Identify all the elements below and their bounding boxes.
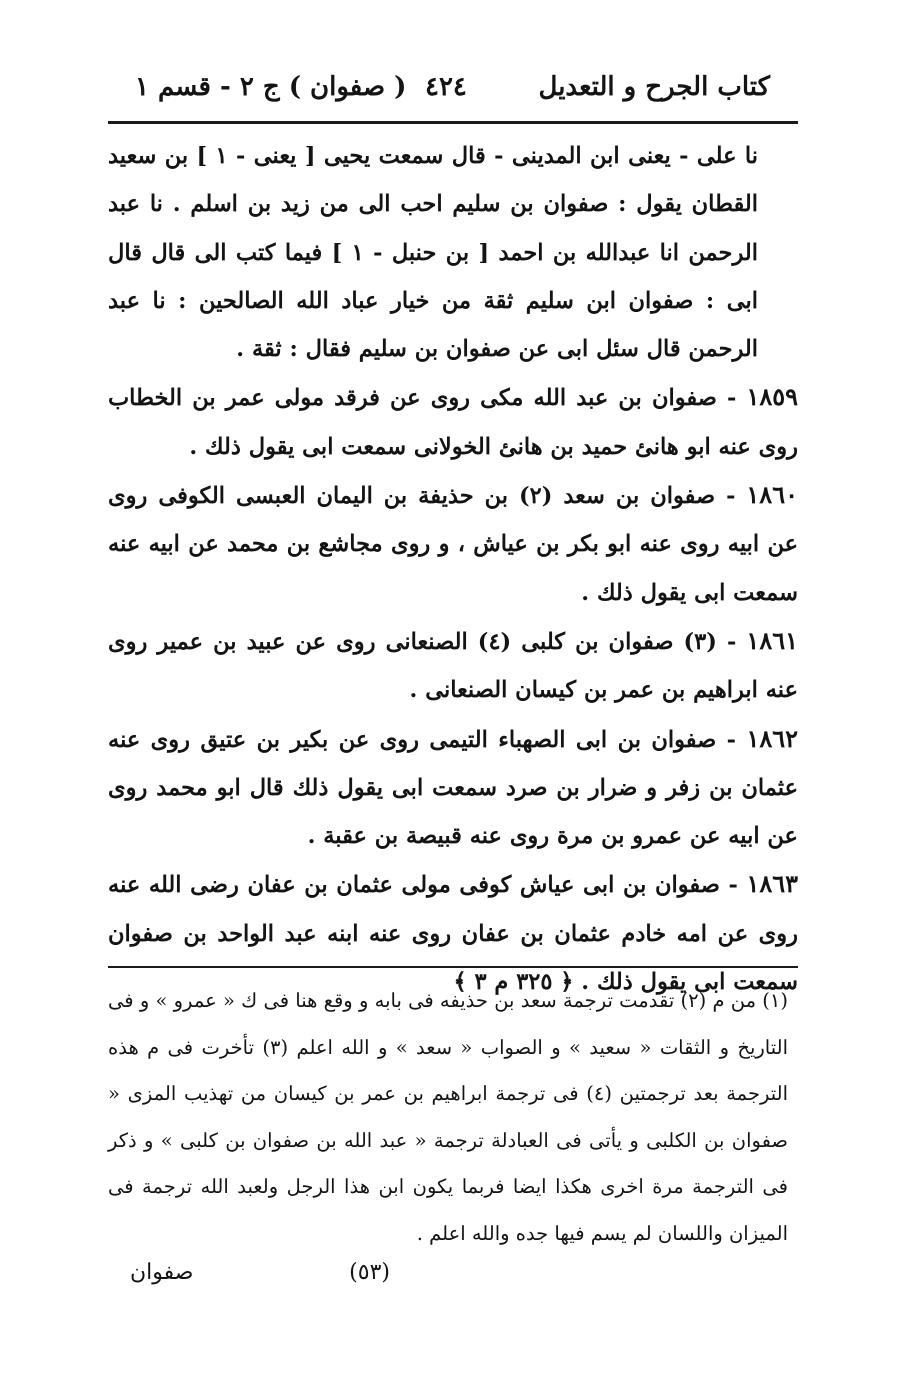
footnote-rule	[108, 966, 798, 968]
entry-1859	[108, 373, 798, 471]
entry-number: ١٨٦٠	[746, 480, 798, 510]
entry-text: - صفوان بن عبد الله مكى روى عن فرقد مولى عمر بن الخطاب روى عنه ابو هانئ حميد بن هانئ الخولانى سمعت ابى يقول ذلك .	[108, 385, 798, 460]
catchword: صفوان	[130, 1260, 194, 1285]
main-text	[108, 132, 798, 1006]
signature-mark: (٥٣)	[349, 1260, 390, 1285]
entry-text: - (٣) صفوان بن كلبى (٤) الصنعانى روى عن عبيد بن عمير روى عنه ابراهيم بن عمر بن كيسان الصنعانى .	[108, 628, 798, 704]
volume-section: ( صفوان ) ج ٢ - قسم ١	[135, 72, 407, 102]
entry-text: - صفوان بن ابى الصهباء التيمى روى عن بكير بن عتيق روى عنه عثمان بن زفر و ضرار بن صرد سمعت ابى يقول ذلك قال ابو محمد روى عن ابيه عن عمرو بن مرة روى عنه قبيصة بن عقبة .	[108, 726, 798, 850]
footnotes	[108, 978, 798, 1257]
entry-1861	[108, 617, 798, 715]
entry-number: ١٨٦١	[746, 625, 798, 655]
entry-text: - صفوان بن سعد (٢) بن حذيفة بن اليمان العبسى الكوفى روى عن ابيه روى عنه ابو بكر بن عياش ، و روى مجاشع بن محمد عن ابيه عنه سمعت ابى يقول ذلك .	[108, 483, 798, 606]
page-footer	[130, 1260, 390, 1300]
page-number: ٤٢٤	[425, 72, 467, 102]
entry-number: ١٨٦٢	[746, 723, 798, 753]
book-title: كتاب الجرح و التعديل	[538, 72, 770, 102]
entry-1860	[108, 471, 798, 617]
entry-1862	[108, 715, 798, 861]
header-rule	[108, 121, 798, 124]
entry-number: ١٨٦٣	[746, 869, 798, 899]
footnote-text: (١) من م (٢) تقدمت ترجمة سعد بن حذيفه فى بابه و وقع هنا فى ك « عمرو » و فى التاريخ و الثقات « سعيد » و الصواب « سعد » و الله اعلم (٣) تأخرت فى م هذه الترجمة بعد ترجمتين (٤) فى ترجمة ابراهيم بن عمر بن كيسان من تهذيب المزى « صفوان بن الكلبى و يأتى فى العبادلة ترجمة « عبد الله بن صفوان بن كلبى » و ذكر فى الترجمة مرة اخرى هكذا ايضا فربما يكون ابن هذا الرجل ولعبد الله ترجمة فى الميزان واللسان لم يسم فيها جده والله اعلم .	[108, 989, 789, 1245]
intro-paragraph: نا على - يعنى ابن المدينى - قال سمعت يحيى [ يعنى - ١ ] بن سعيد القطان يقول : صفوان بن سليم احب الى من زيد بن اسلم . نا عبد الرحمن انا عبدالله بن احمد [ بن حنبل - ١ ] فيما كتب الى قال قال ابى : صفوان ابن سليم ثقة من خيار عباد الله الصالحين : نا عبد الرحمن قال سئل ابى عن صفوان بن سليم فقال : ثقة .	[108, 143, 759, 363]
page-header	[135, 68, 770, 112]
entry-text: - صفوان بن ابى عياش كوفى مولى عثمان بن عفان رضى الله عنه روى عن امه خادم عثمان بن عفان روى عنه ابنه عبد الواحد بن صفوان سمعت ابى يقول ذلك . ﴿ ٣٢٥ م ٣ ﴾	[108, 872, 798, 996]
entry-number: ١٨٥٩	[746, 382, 799, 412]
